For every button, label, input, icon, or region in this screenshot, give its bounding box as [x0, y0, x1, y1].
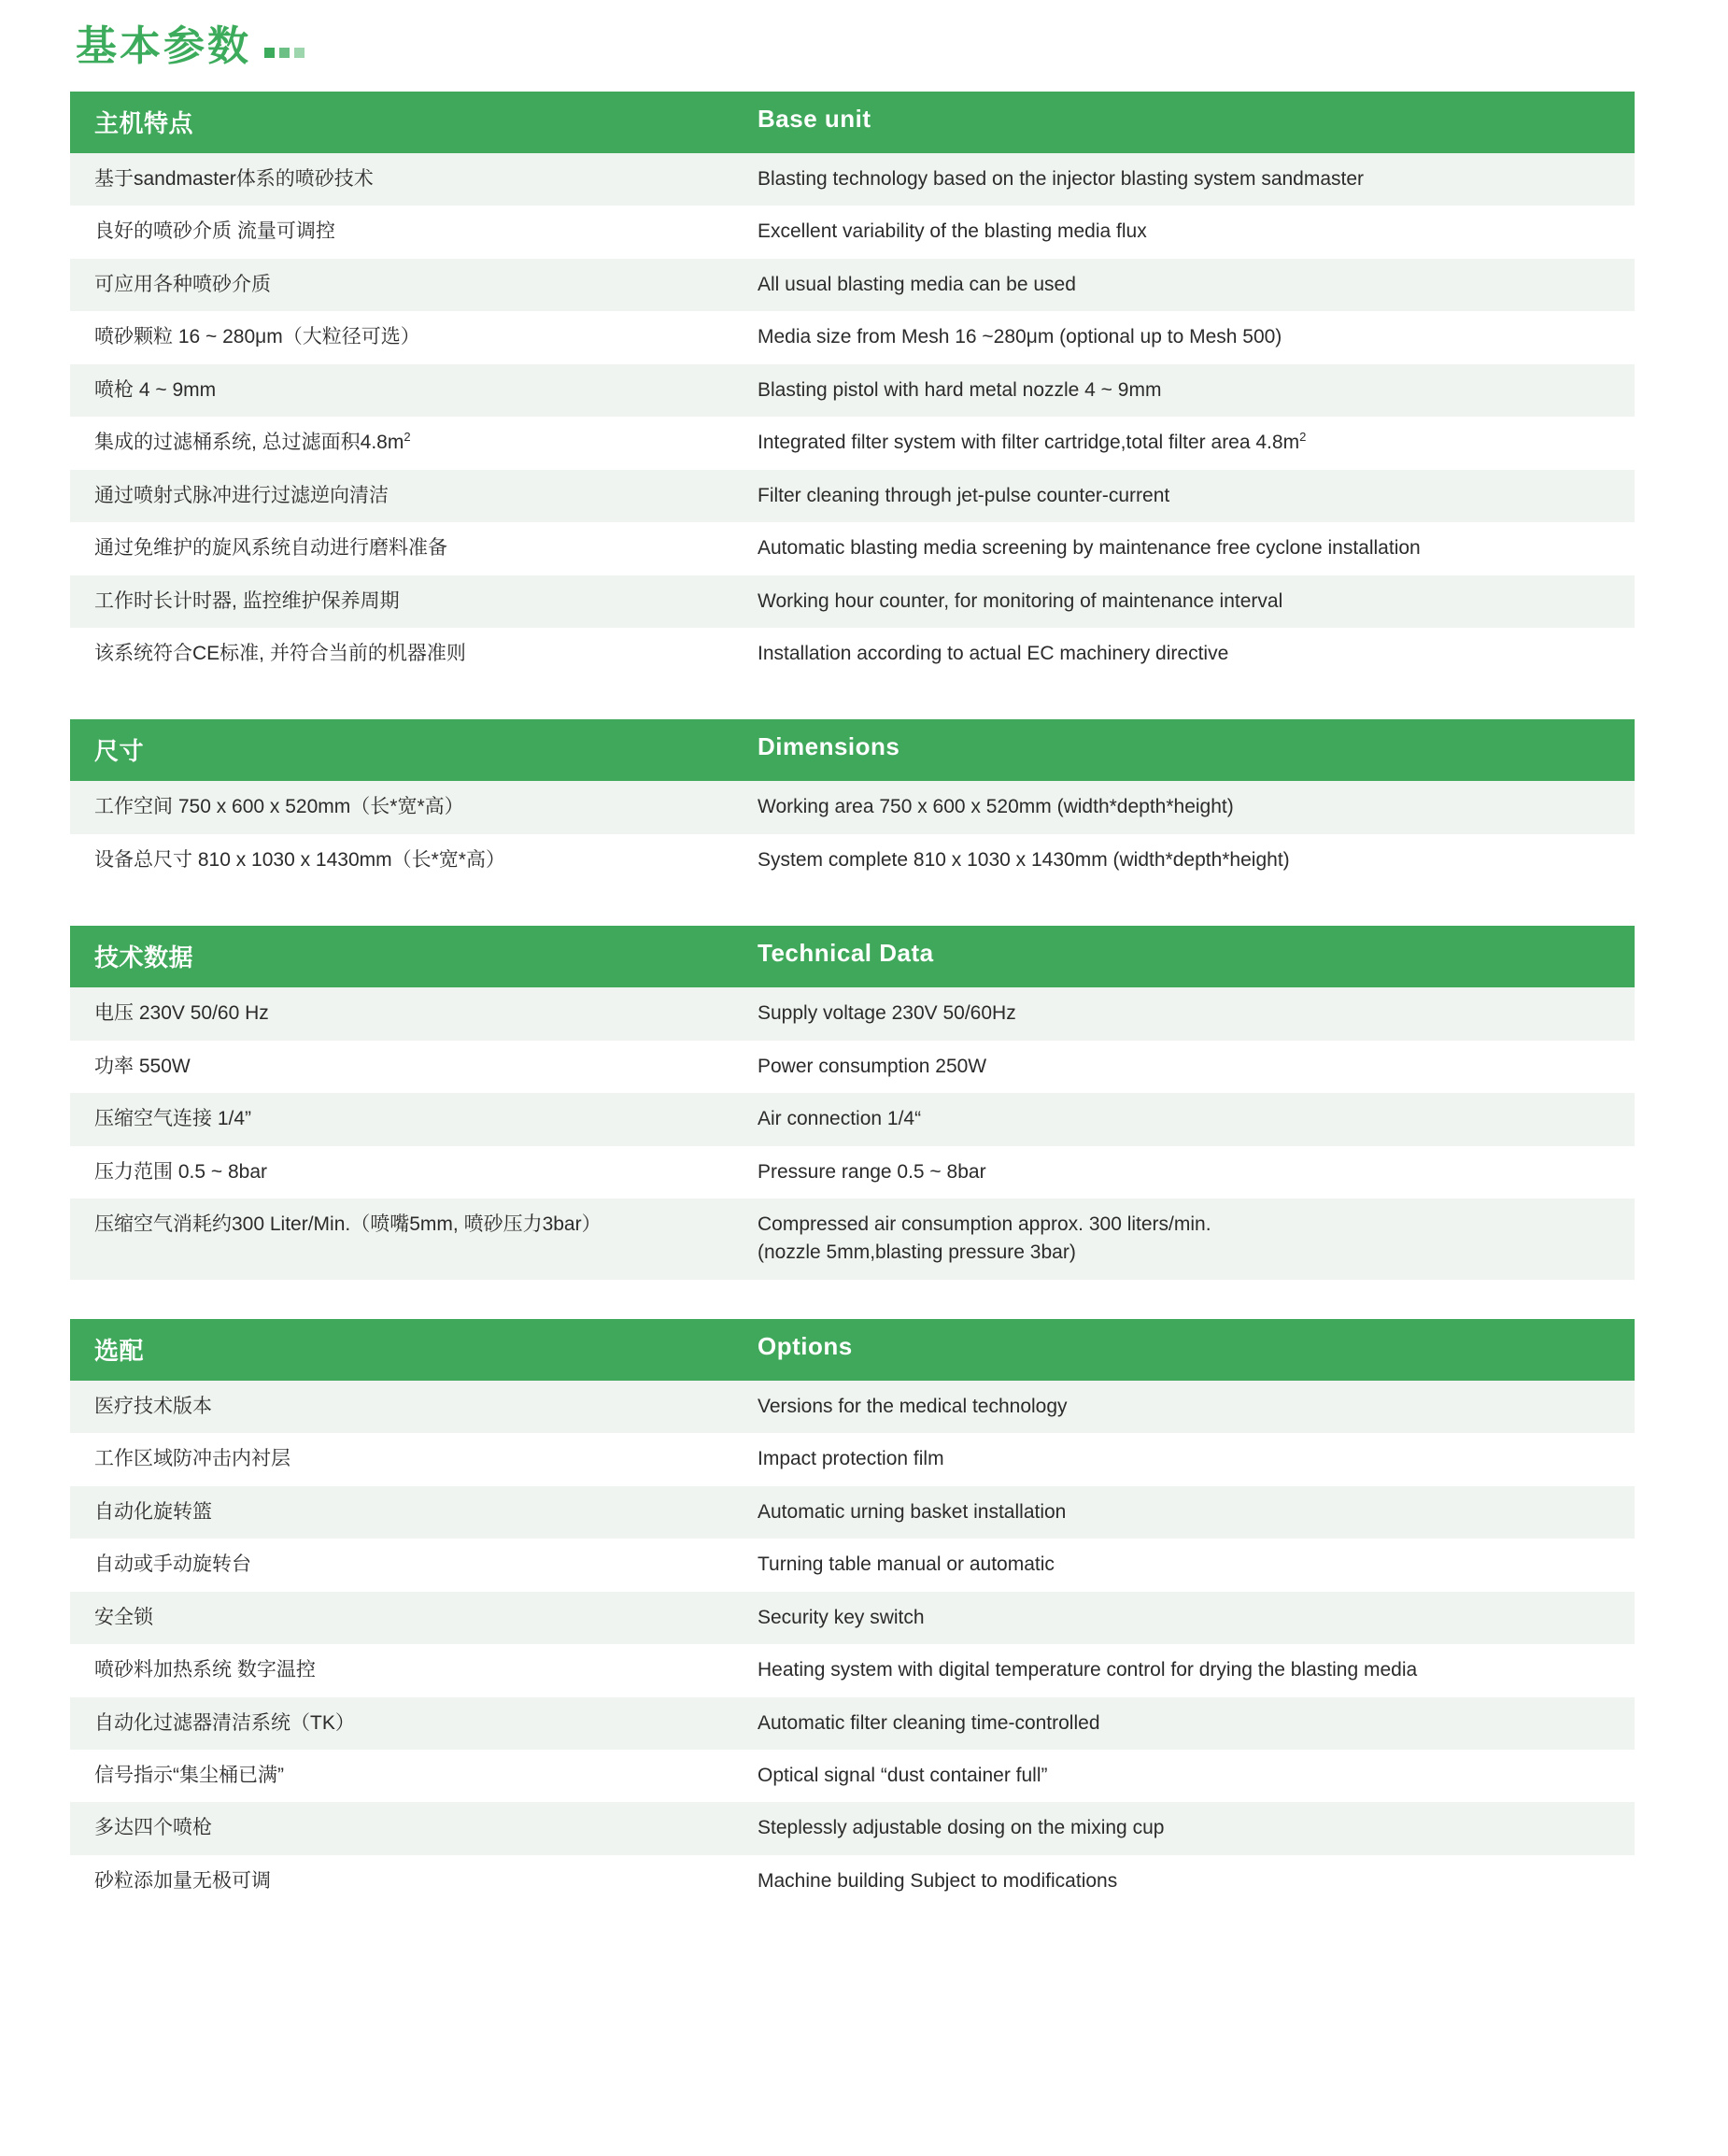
page-title: 基本参数: [76, 23, 251, 69]
table-row: [70, 470, 1635, 522]
cell-en: Installation according to actual EC machinery directive: [758, 642, 1229, 664]
table-row: [70, 987, 1635, 1040]
spec-table-header: [70, 1319, 1635, 1381]
cell-en: Integrated filter system with filter cartridge,total filter area $4.8m^2$: [758, 430, 1307, 454]
column-header-en: Base unit: [758, 105, 871, 133]
cell-cn: 信号指示“集尘桶已满”: [94, 1764, 284, 1786]
table-row: [70, 1644, 1635, 1696]
table-row: [70, 206, 1635, 258]
cell-cn: 喷砂料加热系统 数字温控: [94, 1659, 316, 1681]
table-row: [70, 1539, 1635, 1591]
title-dots-decoration: [264, 48, 305, 67]
cell-en: Compressed air consumption approx. 300 liters/min. (nozzle 5mm,blasting pressure 3bar): [733, 1199, 1635, 1280]
cell-cn: 自动或手动旋转台: [94, 1553, 251, 1576]
column-header-cn: 技术数据: [94, 943, 194, 972]
cell-cn: 该系统符合CE标准, 并符合当前的机器准则: [94, 642, 466, 664]
cell-cn: 压缩空气消耗约300 Liter/Min.（喷嘴5mm, 喷砂压力3bar）: [94, 1213, 602, 1235]
cell-cn: 喷砂颗粒 16 ~ 280μm（大粒径可选）: [94, 326, 420, 348]
cell-cn: 基于sandmaster体系的喷砂技术: [94, 168, 374, 190]
cell-cn: 工作区域防冲击内衬层: [94, 1448, 290, 1470]
cell-en: Machine building Subject to modifications: [758, 1869, 1118, 1892]
cell-en: Impact protection film: [758, 1448, 944, 1470]
table-row: [70, 1146, 1635, 1199]
cell-cn: 自动化过滤器清洁系统（TK）: [94, 1711, 355, 1734]
spec-table: [70, 719, 1635, 887]
cell-cn: 电压 230V 50/60 Hz: [94, 1002, 269, 1025]
cell-en-line2: (nozzle 5mm,blasting pressure 3bar): [758, 1241, 1076, 1264]
table-row: [70, 1381, 1635, 1433]
cell-en: All usual blasting media can be used: [758, 273, 1076, 295]
cell-cn: 工作空间 750 x 600 x 520mm（长*宽*高）: [94, 796, 464, 818]
cell-en: Blasting pistol with hard metal nozzle 4 ~ 9mm: [758, 378, 1162, 401]
cell-cn: 压缩空气连接 1/4”: [94, 1108, 252, 1130]
cell-en: Filter cleaning through jet-pulse counter-current: [758, 484, 1170, 506]
spec-table-header: [70, 719, 1635, 781]
column-header-cn: 选配: [94, 1336, 145, 1365]
column-header-en: Dimensions: [758, 732, 900, 761]
cell-en: Working area 750 x 600 x 520mm (width*depth*height): [758, 796, 1234, 818]
cell-cn: 通过喷射式脉冲进行过滤逆向清洁: [94, 484, 389, 506]
cell-en: Security key switch: [758, 1606, 925, 1628]
spec-table-header: [70, 92, 1635, 153]
cell-cn: 自动化旋转篮: [94, 1500, 212, 1523]
cell-cn: 良好的喷砂介质 流量可调控: [94, 220, 335, 243]
cell-en: Steplessly adjustable dosing on the mixing cup: [758, 1817, 1165, 1839]
cell-cn: 压力范围 0.5 ~ 8bar: [94, 1160, 267, 1183]
table-row: [70, 1592, 1635, 1644]
table-row: [70, 1093, 1635, 1145]
table-row: [70, 1433, 1635, 1485]
cell-en: Media size from Mesh 16 ~280μm (optional up to Mesh 500): [758, 326, 1282, 348]
cell-en: Pressure range 0.5 ~ 8bar: [758, 1160, 986, 1183]
cell-en: Optical signal “dust container full”: [758, 1764, 1048, 1786]
column-header-cn: 尺寸: [94, 737, 145, 766]
table-row: [70, 1697, 1635, 1750]
table-row: [70, 1486, 1635, 1539]
table-row: [70, 1041, 1635, 1093]
cell-cn: 功率 550W: [94, 1055, 191, 1077]
column-header-en: Technical Data: [758, 939, 934, 968]
cell-en: Heating system with digital temperature control for drying the blasting media: [758, 1659, 1418, 1681]
spec-table: [70, 92, 1635, 680]
table-row: [70, 834, 1635, 887]
cell-en: Air connection 1/4“: [758, 1108, 922, 1130]
cell-en: Automatic blasting media screening by maintenance free cyclone installation: [758, 537, 1421, 560]
column-header-cn: 主机特点: [94, 109, 194, 137]
cell-cn: 医疗技术版本: [94, 1395, 212, 1417]
cell-cn: 工作时长计时器, 监控维护保养周期: [94, 589, 400, 612]
cell-en: Blasting technology based on the injector blasting system sandmaster: [758, 168, 1365, 190]
column-header-en: Options: [758, 1331, 853, 1360]
cell-cn: 安全锁: [94, 1606, 153, 1628]
dot-icon: [294, 48, 305, 58]
cell-cn: 砂粒添加量无极可调: [94, 1869, 271, 1892]
table-row: [70, 364, 1635, 417]
cell-cn: 设备总尺寸 810 x 1030 x 1430mm（长*宽*高）: [94, 848, 505, 871]
spec-table: [70, 926, 1635, 1280]
cell-cn: 通过免维护的旋风系统自动进行磨料准备: [94, 537, 447, 560]
cell-cn: 喷枪 4 ~ 9mm: [94, 378, 217, 401]
table-row: [70, 153, 1635, 206]
cell-en: System complete 810 x 1030 x 1430mm (width*depth*height): [758, 848, 1290, 871]
page-title-row: [70, 21, 1635, 92]
spec-sections: [70, 92, 1635, 1908]
spec-table: [70, 1319, 1635, 1908]
cell-cn: 可应用各种喷砂介质: [94, 273, 271, 295]
dot-icon: [264, 48, 275, 58]
table-row: [70, 1802, 1635, 1854]
table-row: [70, 628, 1635, 680]
table-row: [70, 575, 1635, 628]
cell-en: Working hour counter, for monitoring of maintenance interval: [758, 589, 1283, 612]
cell-en: Power consumption 250W: [758, 1055, 987, 1077]
cell-en: Automatic urning basket installation: [758, 1500, 1067, 1523]
table-row: [70, 1199, 1635, 1280]
table-row: [70, 259, 1635, 311]
dot-icon: [279, 48, 290, 58]
cell-en: Supply voltage 230V 50/60Hz: [758, 1002, 1016, 1025]
cell-en: Versions for the medical technology: [758, 1395, 1068, 1417]
cell-en: Turning table manual or automatic: [758, 1553, 1055, 1576]
spec-table-header: [70, 926, 1635, 987]
table-row: [70, 1750, 1635, 1802]
table-row: [70, 781, 1635, 833]
cell-en: Automatic filter cleaning time-controlled: [758, 1711, 1100, 1734]
table-row: [70, 417, 1635, 469]
table-row: [70, 522, 1635, 574]
table-row: [70, 311, 1635, 363]
cell-en: Excellent variability of the blasting media flux: [758, 220, 1147, 243]
cell-cn: 多达四个喷枪: [94, 1817, 212, 1839]
table-row: [70, 1855, 1635, 1908]
cell-cn: 集成的过滤桶系统, 总过滤面积$4.8m^2$: [94, 430, 411, 454]
